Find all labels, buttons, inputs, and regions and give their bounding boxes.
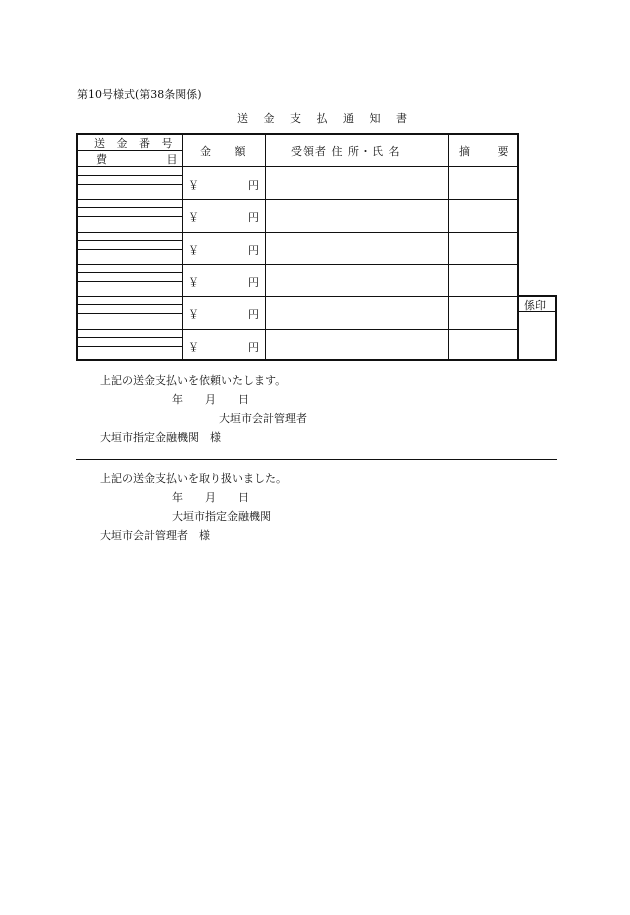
yen-symbol: ￥ — [188, 276, 199, 289]
section-divider — [76, 459, 557, 460]
remit-subline — [76, 346, 182, 347]
header-summary: 摘 要 — [459, 145, 521, 158]
remit-subline — [76, 240, 182, 241]
request-issuer: 大垣市会計管理者 — [219, 412, 307, 425]
remittance-table — [76, 133, 519, 361]
remit-subline — [76, 216, 182, 217]
yen-unit: 円 — [248, 308, 259, 321]
header-amount: 金 額 — [200, 145, 256, 158]
header-remit-number: 送 金 番 号 — [94, 137, 177, 150]
remit-subline — [76, 175, 182, 176]
seal-label: 係印 — [524, 299, 546, 312]
row-separator — [76, 296, 517, 297]
reply-addressee: 大垣市会計管理者 様 — [100, 529, 210, 542]
row-separator — [76, 329, 517, 330]
reply-issuer: 大垣市指定金融機関 — [172, 510, 271, 523]
yen-symbol: ￥ — [188, 308, 199, 321]
request-addressee: 大垣市指定金融機関 様 — [100, 431, 221, 444]
form-number: 第10号様式(第38条関係) — [77, 88, 202, 101]
remit-subline — [76, 272, 182, 273]
request-text: 上記の送金支払いを依頼いたします。 — [100, 374, 287, 387]
row-separator — [76, 232, 517, 233]
remit-subline — [76, 281, 182, 282]
request-date: 年 月 日 — [172, 393, 249, 406]
yen-unit: 円 — [248, 341, 259, 354]
remit-subline — [76, 184, 182, 185]
remit-subline — [76, 249, 182, 250]
remit-subline — [76, 337, 182, 338]
yen-symbol: ￥ — [188, 211, 199, 224]
yen-unit: 円 — [248, 276, 259, 289]
remit-subline — [76, 207, 182, 208]
seal-box — [519, 295, 557, 361]
yen-unit: 円 — [248, 179, 259, 192]
document-title: 送 金 支 払 通 知 書 — [237, 112, 413, 125]
remit-subline — [76, 313, 182, 314]
reply-date: 年 月 日 — [172, 491, 249, 504]
remit-subline — [76, 304, 182, 305]
yen-symbol: ￥ — [188, 341, 199, 354]
row-separator — [76, 264, 517, 265]
header-item: 費 目 — [96, 153, 206, 166]
yen-symbol: ￥ — [188, 244, 199, 257]
row-separator — [76, 199, 517, 200]
yen-unit: 円 — [248, 244, 259, 257]
reply-text: 上記の送金支払いを取り扱いました。 — [100, 472, 287, 485]
yen-unit: 円 — [248, 211, 259, 224]
header-recipient: 受領者 住 所・氏 名 — [291, 145, 401, 158]
yen-symbol: ￥ — [188, 179, 199, 192]
